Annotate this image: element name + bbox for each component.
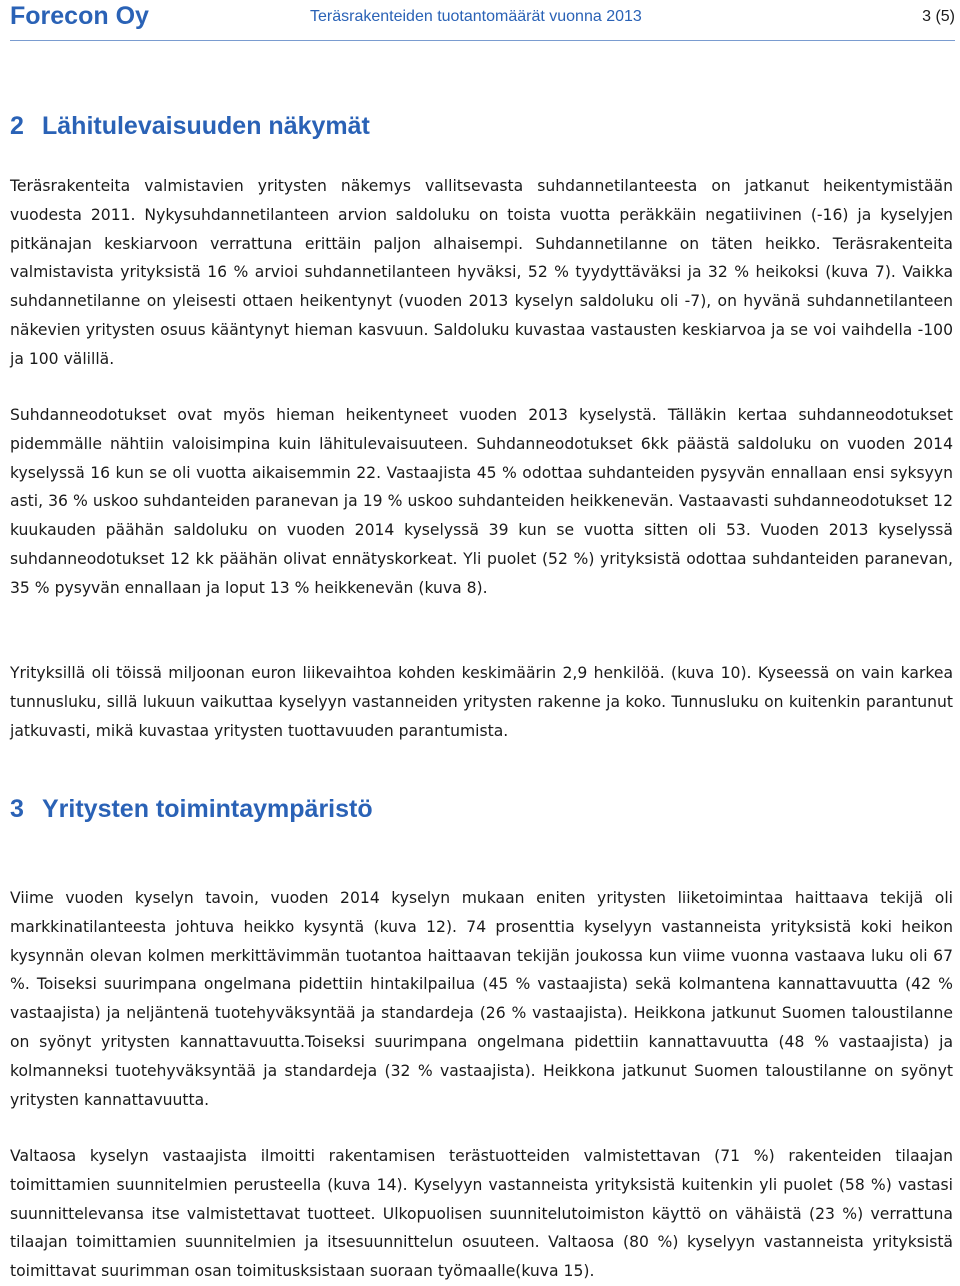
- section-2-number: 2: [10, 112, 24, 140]
- section-2-paragraph-3: Yrityksillä oli töissä miljoonan euron liikevaihtoa kohden keskimäärin 2,9 henkilöä. (kuva 10). Kyseessä on vain karkea tunnusluku, sillä lukuun vaikuttaa kyselyyn vastanneiden yritysten rakenne ja koko. Tunnusluku on kuitenkin parantunut jatkuvasti, mikä kuvastaa yritysten tuottavuuden parantumista.: [10, 664, 953, 740]
- section-2-paragraph-2: Suhdanneodotukset ovat myös hieman heikentyneet vuoden 2013 kyselystä. Tälläkin kertaa suhdanneodotukset pidemmälle nähtiin valoisimpina kuin lähitulevaisuuteen. Suhdanneodotukset 6kk päästä saldoluku on vuoden 2014 kyselyssä 16 kun se oli vuotta aikaisemmin 22. Vastaajista 45 % odottaa suhdanteiden pysyvän ennallaan ensi syksyyn asti, 36 % uskoo suhdanteiden paranevan ja 19 % uskoo suhdanteiden heikkenevän. Vastaavasti suhdanneodotukset 12 kuukauden päähän saldoluku on vuoden 2014 kyselyssä 39 kun se vuotta sitten oli 53. Vuoden 2013 kyselyssä suhdanneodotukset 12 kk päähän olivat ennätyskorkeat. Yli puolet (52 %) yrityksistä odottaa suhdanteiden paranevan, 35 % pysyvän ennallaan ja loput 13 % heikkenevän (kuva 8).: [10, 406, 953, 597]
- section-3-heading: [10, 795, 373, 824]
- section-2-heading: [10, 112, 370, 141]
- page-number: 3 (5): [922, 8, 955, 25]
- section-2-paragraph-1: Teräsrakenteita valmistavien yritysten näkemys vallitsevasta suhdannetilanteesta on jatkanut heikentymistään vuodesta 2011. Nykysuhdannetilanteen arvion saldoluku on toista vuotta peräkkäin negatiivinen (-16) ja kyselyjen pitkänajan keskiarvoon verrattuna erittäin paljon alhaisempi. Suhdannetilanne on täten heikko. Teräsrakenteita valmistavista yrityksistä 16 % arvioi suhdannetilanteen hyväksi, 52 % tyydyttäväksi ja 32 % heikoksi (kuva 7). Vaikka suhdannetilanne on yleisesti ottaen heikentynyt (vuoden 2013 kyselyn saldoluku oli -7), on hyvänä suhdannetilanteen näkevien yritysten osuus kääntynyt hieman kasvuun. Saldoluku kuvastaa vastausten keskiarvoa ja se voi vaihdella -100 ja 100 välillä.: [10, 177, 953, 368]
- company-logo-text: Forecon Oy: [10, 2, 149, 30]
- page-header: [10, 0, 955, 40]
- section-3-paragraph-1: Viime vuoden kyselyn tavoin, vuoden 2014 kyselyn mukaan eniten yritysten liiketoimintaa haittaava tekijä oli markkinatilanteesta johtuva heikko kysyntä (kuva 12). 74 prosenttia kyselyyn vastanneista yrityksistä koki heikon kysynnän olevan kolmen merkittävimmän tuotantoa haittaavan tekijän joukossa kun viime vuonna vastaava luku oli 67 %. Toiseksi suurimpana ongelmana pidettiin hintakilpailua (45 % vastaajista) sekä kolmantena kannattavuutta (42 % vastaajista) ja neljäntenä tuotehyväksyntää ja standardeja (26 % vastaajista). Heikkona jatkunut Suomen taloustilanne on syönyt yritysten kannattavuutta.Toiseksi suurimpana ongelmana pidettiin kannattavuutta (48 % vastaajista) ja kolmanneksi tuotehyväksyntää ja standardeja (32 % vastaajista). Heikkona jatkunut Suomen taloustilanne on syönyt yritysten kannattavuutta.: [10, 889, 953, 1109]
- section-2-title: Lähitulevaisuuden näkymät: [42, 112, 370, 140]
- section-3-paragraph-2: Valtaosa kyselyn vastaajista ilmoitti rakentamisen terästuotteiden valmistettavan (71 %) rakenteiden tilaajan toimittamien suunnitelmien perusteella (kuva 14). Kyselyyn vastanneista yrityksistä kuitenkin yli puolet (58 %) vastasi suunnittelevansa itse valmistettavat tuotteet. Ulkopuolisen suunnitelutoimiston käyttö on vähäistä (23 %) verrattuna tilaajan toimittamien suunnitelmien ja itsesuunnittelun osuuteen. Valtaosa (80 %) kyselyyn vastanneista yrityksistä toimittavat suurimman osan toimitusksistaan suoraan työmaalle(kuva 15).: [10, 1147, 953, 1281]
- header-divider: [10, 40, 955, 41]
- document-title: Teräsrakenteiden tuotantomäärät vuonna 2013: [310, 8, 642, 25]
- section-3-number: 3: [10, 795, 24, 823]
- section-3-title: Yritysten toimintaympäristö: [42, 795, 373, 823]
